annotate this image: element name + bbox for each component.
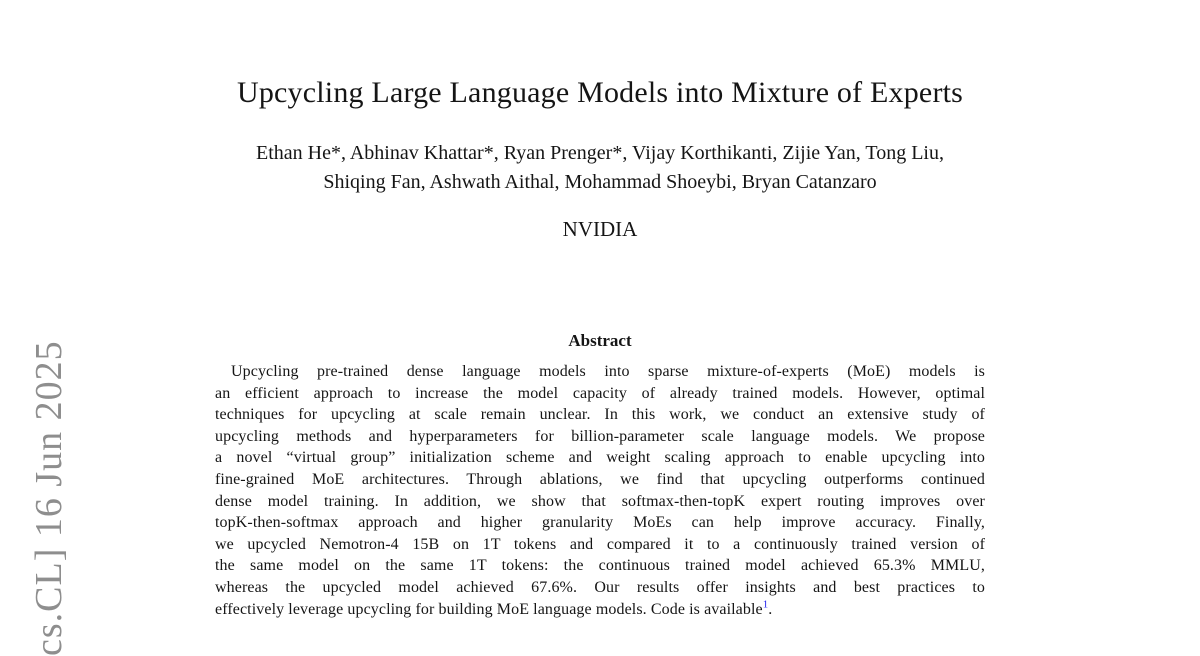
- arxiv-stamp: cs.CL] 16 Jun 2025: [28, 340, 70, 656]
- paper-title: Upcycling Large Language Models into Mixture of Experts: [236, 76, 964, 109]
- affiliation: NVIDIA: [562, 217, 638, 241]
- abstract-line: a novel “virtual group” initialization scheme and weight scaling approach to enable upcycling into: [215, 449, 985, 467]
- abstract-line: dense model training. In addition, we show that softmax-then-topK expert routing improves over: [215, 492, 985, 510]
- abstract-last-line-text: effectively leverage upcycling for building MoE language models. Code is available: [215, 600, 763, 618]
- abstract-last-line-suffix: .: [768, 600, 773, 618]
- abstract-line: Upcycling pre-trained dense language models into sparse mixture-of-experts (MoE) models is: [231, 363, 985, 380]
- abstract-last-line: [215, 599, 985, 621]
- authors-line-2: Shiqing Fan, Ashwath Aithal, Mohammad Shoeybi, Bryan Catanzaro: [323, 171, 877, 193]
- footnote-link[interactable]: 1: [762, 598, 769, 611]
- authors-line-1: Ethan He*, Abhinav Khattar*, Ryan Prenger*, Vijay Korthikanti, Zijie Yan, Tong Liu,: [256, 142, 944, 164]
- abstract-line: topK-then-softmax approach and higher granularity MoEs can help improve accuracy. Finally,: [215, 514, 985, 532]
- abstract-line: upcycling methods and hyperparameters for billion-parameter scale language models. We propose: [215, 427, 985, 445]
- abstract-line: we upcycled Nemotron-4 15B on 1T tokens and compared it to a continuously trained version of: [215, 535, 985, 553]
- abstract-line: techniques for upcycling at scale remain unclear. In this work, we conduct an extensive study of: [215, 406, 985, 424]
- abstract-heading: Abstract: [568, 331, 632, 350]
- author-list: [0, 139, 1200, 197]
- abstract-line: fine-grained MoE architectures. Through ablations, we find that upcycling outperforms continued: [215, 470, 985, 488]
- abstract-body: [215, 361, 985, 620]
- abstract-line: the same model on the same 1T tokens: the continuous trained model achieved 65.3% MMLU,: [215, 557, 985, 575]
- abstract-line: whereas the upcycled model achieved 67.6%. Our results offer insights and best practices to: [215, 578, 985, 596]
- abstract-line: an efficient approach to increase the model capacity of already trained models. However, optimal: [215, 384, 985, 402]
